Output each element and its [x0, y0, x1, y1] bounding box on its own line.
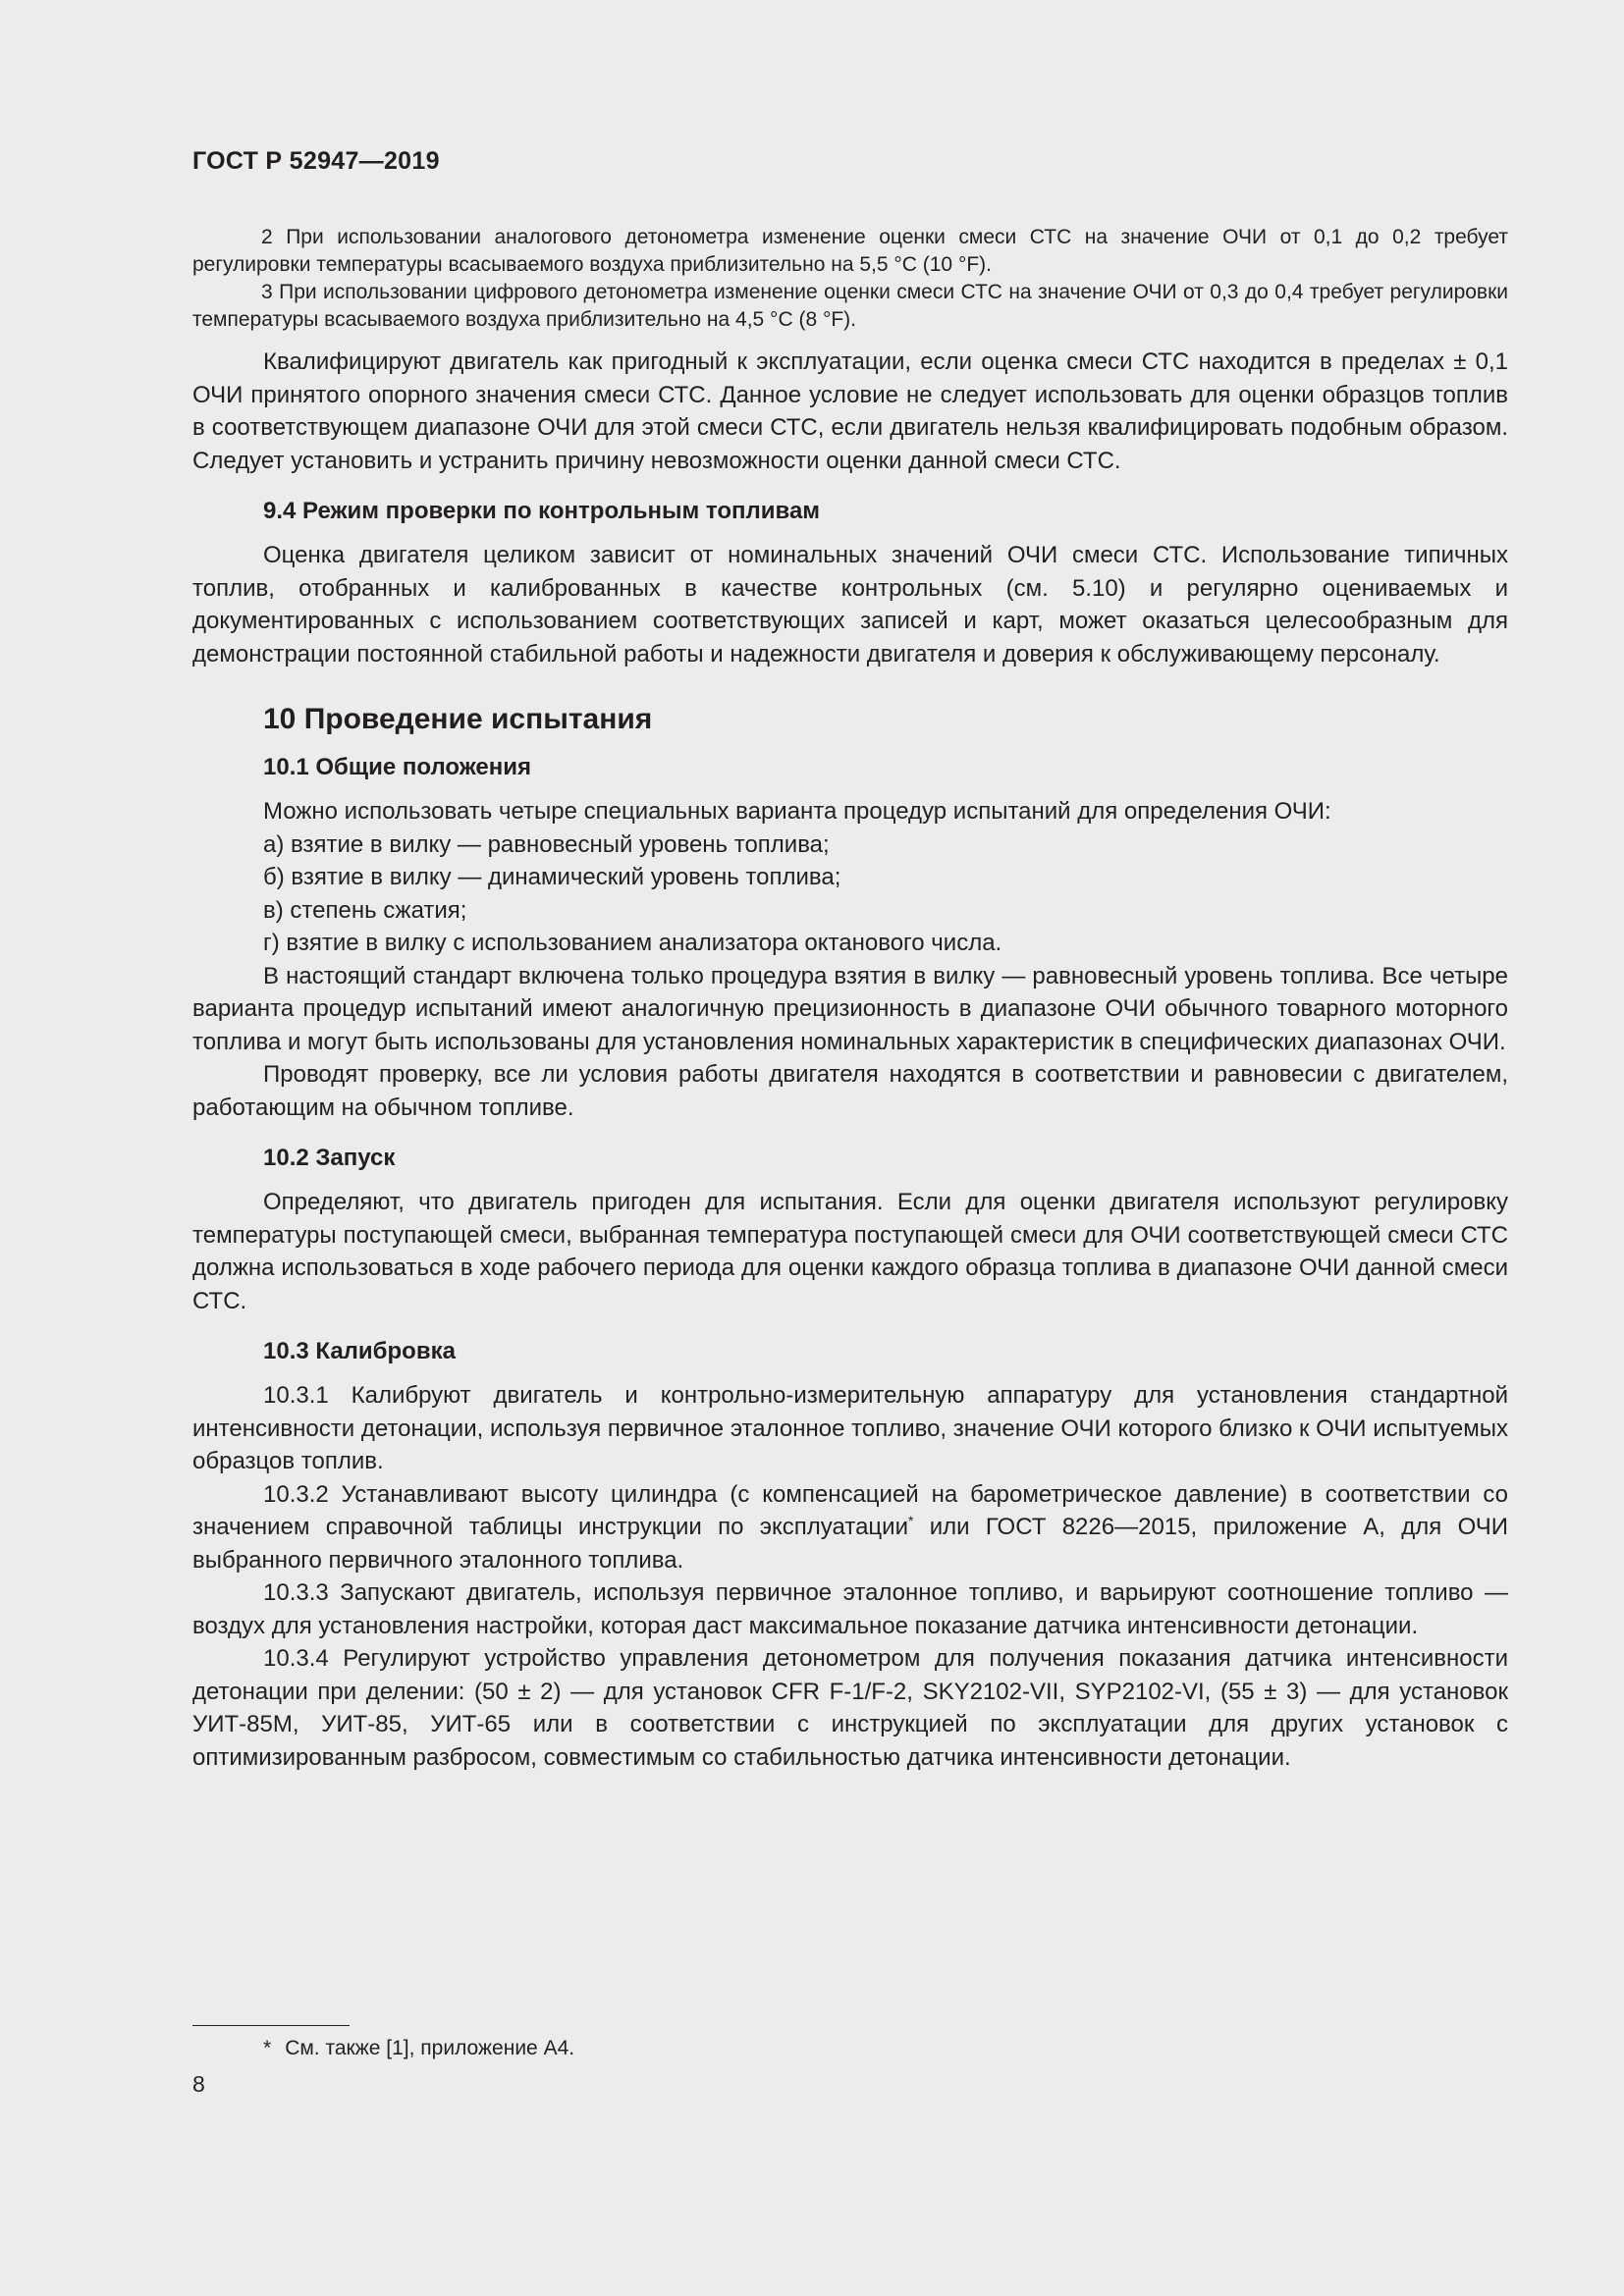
- section-9-4-text: Оценка двигателя целиком зависит от номинальных значений ОЧИ смеси СТС. Использование типичных топлив, отобранных и калиброванных в качестве контрольных (см. 5.10) и регулярно оцениваемых и документированных с использованием соответствующих записей и карт, может оказаться целесообразным для демонстрации постоянной стабильной работы и надежности двигателя и доверия к обслуживающему персоналу.: [192, 542, 1508, 667]
- paragraph-qualify: Квалифицируют двигатель как пригодный к эксплуатации, если оценка смеси СТС находится в пределах ± 0,1 ОЧИ принятого опорного значения смеси СТС. Данное условие не следует использовать для оценки образцов топлив в соответствующем диапазоне ОЧИ для этой смеси СТС, если двигатель нельзя квалифицировать подобным образом. Следует установить и устранить причину невозможности оценки данной смеси СТС.: [192, 348, 1508, 474]
- section-10-1-heading: 10.1 Общие положения: [263, 754, 532, 780]
- section-10-1-intro: Можно использовать четыре специальных варианта процедур испытаний для определения ОЧИ:: [263, 798, 1331, 825]
- footnote: [263, 2035, 574, 2062]
- list-item-c: в) степень сжатия;: [263, 896, 467, 924]
- footnote-text: См. также [1], приложение А4.: [285, 2037, 575, 2059]
- list-item-d: г) взятие в вилку с использованием анализатора октанового числа.: [263, 930, 1002, 956]
- footnote-reference-mark: *: [907, 1513, 914, 1528]
- section-10-3-2-text: 10.3.2 Устанавливают высоту цилиндра (с компенсацией на барометрическое давление) в соответствии со значением справочной таблицы инструкции по эксплуатации: [192, 1480, 1508, 1540]
- section-10-3-3: 10.3.3 Запускают двигатель, используя первичное эталонное топливо, и варьируют соотношение топливо — воздух для установления настройки, которая даст максимальное показание датчика интенсивности детонации.: [192, 1579, 1508, 1639]
- section-10-2-heading: 10.2 Запуск: [263, 1145, 396, 1171]
- section-10-1-para1: В настоящий стандарт включена только процедура взятия в вилку — равновесный уровень топлива. Все четыре варианта процедур испытаний имеют аналогичную прецизионность в диапазоне ОЧИ обычного товарного моторного топлива и могут быть использованы для установления номинальных характеристик в специфических диапазонах ОЧИ.: [192, 962, 1508, 1055]
- footnote-separator: [192, 2025, 350, 2026]
- section-10-3-2-text-cont: или ГОСТ 8226—2015, приложение А, для ОЧИ выбранного первичного эталонного топлива.: [192, 1514, 1508, 1574]
- note-3: 3 При использовании цифрового детонометра изменение оценки смеси СТС на значение ОЧИ от 0,3 до 0,4 требует регулировки температуры всасываемого воздуха приблизительно на 4,5 °C (8 °F).: [192, 281, 1508, 331]
- section-10-2-text: Определяют, что двигатель пригоден для испытания. Если для оценки двигателя используют регулировку температуры поступающей смеси, выбранная температура поступающей смеси для ОЧИ соответствующей смеси СТС должна использоваться в ходе рабочего периода для оценки каждого образца топлива в диапазоне ОЧИ данной смеси СТС.: [192, 1189, 1508, 1314]
- section-10-3-4: 10.3.4 Регулируют устройство управления детонометром для получения показания датчика интенсивности детонации при делении: (50 ± 2) — для установок CFR F-1/F-2, SKY2102-VII, SYP2102-VI, (55 ± 3) — для установок УИТ-85М, УИТ-85, УИТ-65 или в соответствии с инструкцией по эксплуатации для других установок с оптимизированным разбросом, совместимым со стабильностью датчика интенсивности детонации.: [192, 1645, 1508, 1771]
- section-10-1-para2: Проводят проверку, все ли условия работы двигателя находятся в соответствии и равновесии с двигателем, работающим на обычном топливе.: [192, 1061, 1508, 1121]
- note-2: 2 При использовании аналогового детонометра изменение оценки смеси СТС на значение ОЧИ от 0,1 до 0,2 требует регулировки температуры всасываемого воздуха приблизительно на 5,5 °C (10 °F).: [192, 226, 1508, 276]
- section-9-4-heading: 9.4 Режим проверки по контрольным топливам: [263, 498, 821, 524]
- page-content: [192, 224, 1508, 1774]
- standard-header: ГОСТ Р 52947—2019: [192, 147, 440, 175]
- footnote-mark: *: [263, 2037, 272, 2059]
- section-10-3-1: 10.3.1 Калибруют двигатель и контрольно-измерительную аппаратуру для установления стандартной интенсивности детонации, используя первичное эталонное топливо, значение ОЧИ которого близко к ОЧИ испытуемых образцов топлив.: [192, 1382, 1508, 1474]
- section-10-3-2: [192, 1478, 1508, 1577]
- section-10-heading: 10 Проведение испытания: [263, 703, 653, 735]
- list-item-a: а) взятие в вилку — равновесный уровень топлива;: [263, 830, 830, 858]
- section-10-3-heading: 10.3 Калибровка: [263, 1338, 456, 1364]
- page-number: 8: [192, 2071, 205, 2097]
- list-item-b: б) взятие в вилку — динамический уровень топлива;: [263, 864, 841, 890]
